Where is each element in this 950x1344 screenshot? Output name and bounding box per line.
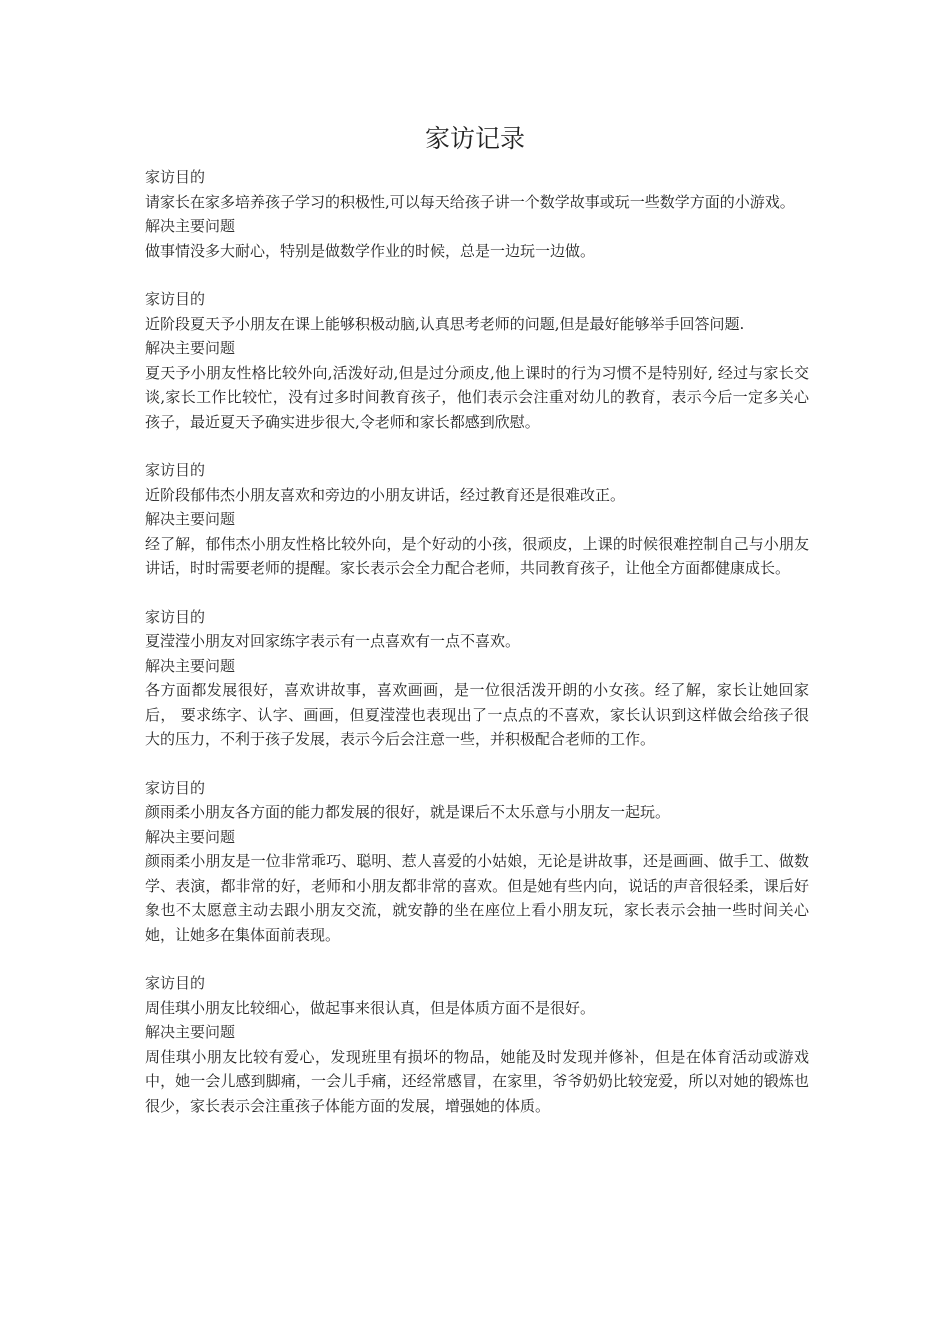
visit-record (145, 165, 809, 263)
problem-text: 周佳琪小朋友比较有爱心，发现班里有损坏的物品，她能及时发现并修补，但是在体育活动或游戏中，她一会儿感到脚痛，一会儿手痛，还经常感冒，在家里，爷爷奶奶比较宠爱，所以对她的锻炼也很少，家长表示会注重孩子体能方面的发展，增强她的体质。 (145, 1047, 809, 1115)
document-title: 家访记录 (424, 124, 525, 153)
visit-record (145, 458, 809, 581)
purpose-label: 家访目的 (145, 974, 206, 992)
visit-record (145, 605, 809, 752)
purpose-label: 家访目的 (145, 168, 206, 186)
problem-label: 解决主要问题 (145, 1023, 236, 1041)
problem-text: 经了解，郁伟杰小朋友性格比较外向，是个好动的小孩，很顽皮，上课的时候很难控制自己与小朋友讲话，时时需要老师的提醒。家长表示会全力配合老师，共同教育孩子，让他全方面都健康成长。 (145, 534, 809, 577)
purpose-label: 家访目的 (145, 461, 206, 479)
purpose-label: 家访目的 (145, 607, 206, 626)
problem-text: 各方面都发展很好，喜欢讲故事，喜欢画画，是一位很活泼开朗的小女孩。经了解，家长让她回家后， 要求练字、认字、画画，但夏滢滢也表现出了一点点的不喜欢，家长认识到这样做会给孩子很大的压力，不利于孩子发展，表示今后会注意一些，并积极配合老师的工作。 (145, 681, 809, 748)
purpose-text: 近阶段夏天予小朋友在课上能够积极动脑,认真思考老师的问题,但是最好能够举手回答问题. (145, 314, 745, 333)
document-body (145, 165, 809, 1142)
problem-text: 颜雨柔小朋友是一位非常乖巧、聪明、惹人喜爱的小姑娘，无论是讲故事，还是画画、做手工、做数学、表演，都非常的好，老师和小朋友都非常的喜欢。但是她有些内向，说话的声音很轻柔，课后好象也不太愿意主动去跟小朋友交流，就安静的坐在座位上看小朋友玩，家长表示会抽一些时间关心她，让她多在集体面前表现。 (145, 852, 809, 944)
purpose-text: 请家长在家多培养孩子学习的积极性,可以每天给孩子讲一个数学故事或玩一些数学方面的小游戏。 (145, 192, 795, 211)
purpose-label: 家访目的 (145, 778, 206, 797)
visit-record (145, 287, 809, 434)
problem-label: 解决主要问题 (145, 339, 236, 357)
problem-text: 做事情没多大耐心，特别是做数学作业的时候，总是一边玩一边做。 (145, 241, 596, 260)
problem-label: 解决主要问题 (145, 827, 236, 846)
purpose-text: 颜雨柔小朋友各方面的能力都发展的很好，就是课后不太乐意与小朋友一起玩。 (145, 803, 671, 821)
visit-record (145, 776, 809, 948)
problem-label: 解决主要问题 (145, 510, 236, 528)
visit-record (145, 971, 809, 1118)
purpose-label: 家访目的 (145, 290, 206, 308)
purpose-text: 夏滢滢小朋友对回家练字表示有一点喜欢有一点不喜欢。 (145, 632, 521, 650)
problem-label: 解决主要问题 (145, 656, 236, 675)
problem-label: 解决主要问题 (145, 217, 236, 235)
purpose-text: 近阶段郁伟杰小朋友喜欢和旁边的小朋友讲话，经过教育还是很难改正。 (145, 485, 626, 504)
purpose-text: 周佳琪小朋友比较细心，做起事来很认真，但是体质方面不是很好。 (145, 998, 596, 1017)
problem-text: 夏天予小朋友性格比较外向,活泼好动,但是过分顽皮,他上课时的行为习惯不是特别好, 经过与家长交谈,家长工作比较忙，没有过多时间教育孩子，他们表示会注重对幼儿的教育，表示今后一定多关心孩子，最近夏天予确实进步很大,令老师和家长都感到欣慰。 (145, 363, 809, 431)
